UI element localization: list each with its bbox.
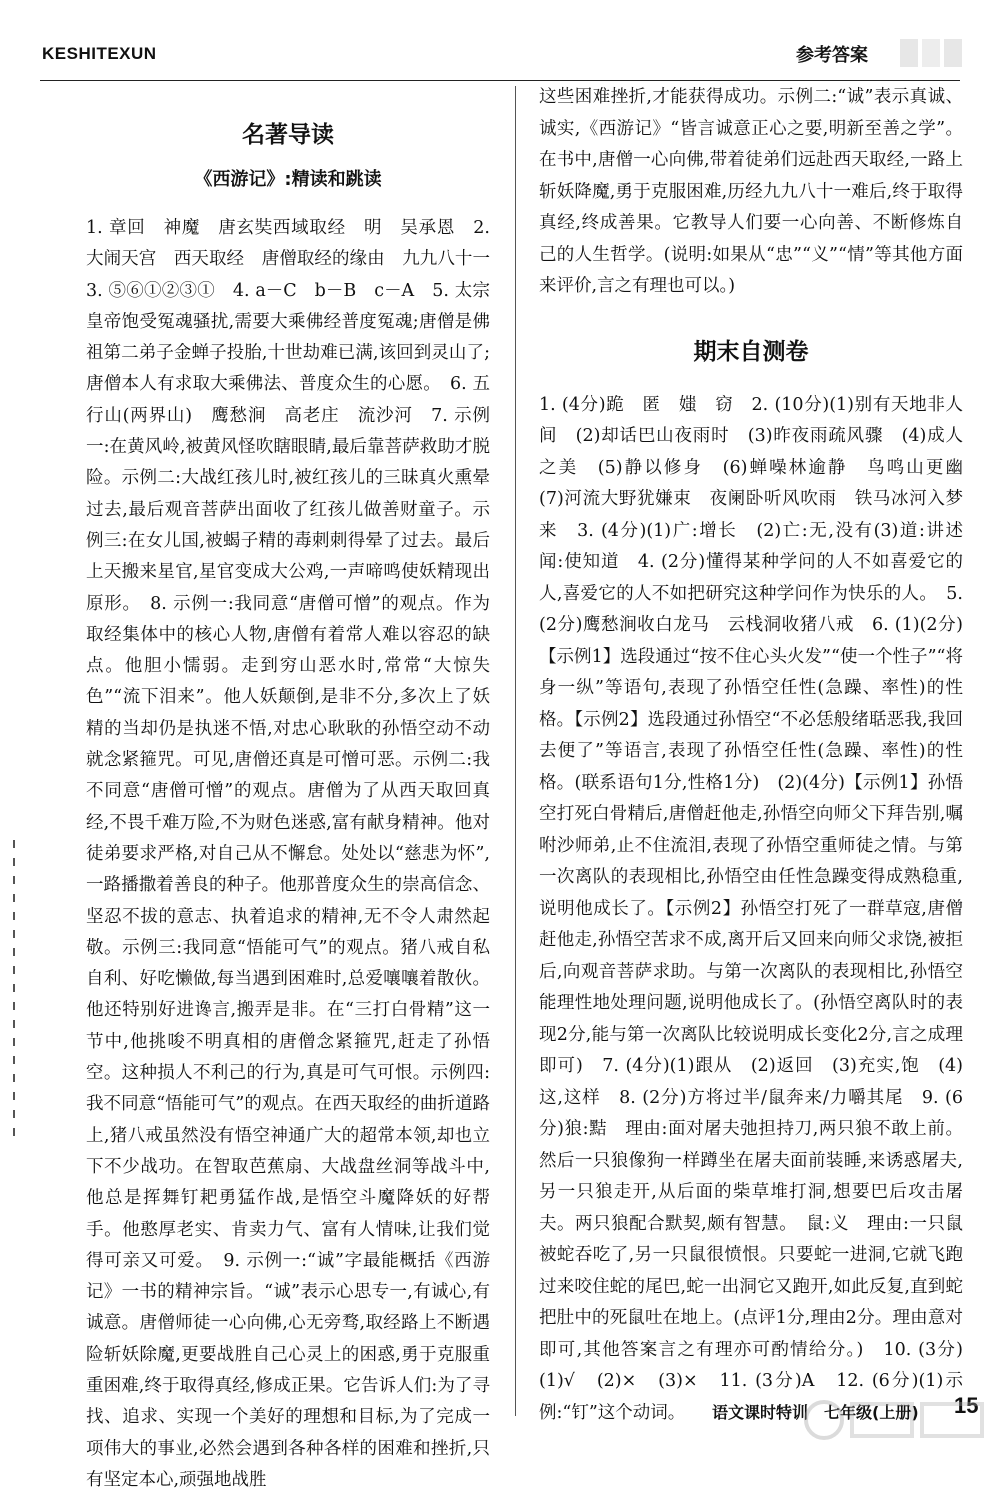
watermark-logo-icon xyxy=(800,1396,995,1444)
page-number: 15 xyxy=(954,1393,979,1418)
footer-book-title: 语文课时特训 七年级(上册) xyxy=(712,1403,919,1422)
column-divider xyxy=(515,86,516,1416)
header-series-name: KESHITEXUN xyxy=(42,44,157,63)
binding-margin-marks xyxy=(6,840,22,1140)
header-answer-key-label: 参考答案 xyxy=(796,45,868,66)
answers-continuation: 这些困难挫折,才能获得成功。示例二:“诚”表示真诚、诚实,《西游记》“皆言诚意正心之要,明新至善之学”。在书中,唐僧一心向佛,带着徒弟们远赴西天取经,一路上斩妖降魔,勇于克服困难,历经九九八十一难后,终于取得真经,终成善果。它教导人们要一心向善、不断修炼自己的人生哲学。(说明:如果从“忠”“义”“情”等其他方面来评价,言之有理也可以。) xyxy=(539,87,963,296)
left-column xyxy=(86,96,508,1496)
section-title-classics: 名著导读 xyxy=(242,122,334,148)
header-logo-mark-icon xyxy=(898,33,968,73)
subtitle-journey-west: 《西游记》:精读和跳读 xyxy=(194,169,382,190)
answers-final-test-body: 1. (4分)跪 匿 媸 窃 2. (10分)(1)别有天地非人间 (2)却话巴山夜雨时 (3)昨夜雨疏风骤 (4)成人之美 (5)静以修身 (6)蝉噪林逾静 鸟鸣山更幽 (7)河流大野犹嫌束 夜阑卧听风吹雨 铁马冰河入梦来 3. (4分)(1)广:增长 (2)亡:无,没有(3)道:讲述 闻:使知道 4. (2分)懂得某种学问的人不如喜爱它的人,喜爱它的人不如把研究这种学问作为快乐的人。 5. (2分)鹰愁涧收白龙马 云栈洞收猪八戒 6. (1)(2分)【示例1】选段通过“按不住心头火发”“使一个性子”“将身一纵”等语句,表现了孙悟空任性(急躁、率性)的性格。【示例2】选段通过孙悟空“不必恁般绪聒恶我,我回去便了”等语言,表现了孙悟空任性(急躁、率性)的性格。(联系语句1分,性格1分) (2)(4分)【示例1】孙悟空打死白骨精后,唐僧赶他走,孙悟空向师父下拜告别,嘱咐沙师弟,止不住流泪,表现了孙悟空重师徒之情。与第一次离队的表现相比,孙悟空由任性急躁变得成熟稳重,说明他成长了。【示例2】孙悟空打死了一群草寇,唐僧赶他走,孙悟空苦求不成,离开后又回来向师父求饶,被拒后,向观音菩萨求助。与第一次离队的表现相比,孙悟空能理性地处理问题,说明他成长了。(孙悟空离队时的表现2分,能与第一次离队比较说明成长变化2分,言之成理即可) 7. (4分)(1)跟从 (2)返回 (3)充实,饱 (4)这,这样 8. (2分)方将过半/鼠奔来/力嚼其尾 9. (6分)狼:黠 理由:面对屠夫弛担持刀,两只狼不敢上前。然后一只狼像狗一样蹲坐在屠夫面前装睡,来诱惑屠夫,另一只狼走开,从后面的柴草堆打洞,想要巴后攻击屠夫。两只狼配合默契,颇有智慧。 鼠:义 理由:一只鼠被蛇吞吃了,另一只鼠很愤恨。只要蛇一进洞,它就飞跑过来咬住蛇的尾巴,蛇一出洞它又跑开,如此反复,直到蛇把肚中的死鼠吐在地上。(点评1分,理由2分。理由意对即可,其他答案言之有理亦可酌情给分。) 10. (3分)(1)√ (2)× (3)× 11. (3分)A 12. (6分)(1)示例:“钉”这个动词。 xyxy=(539,394,981,1423)
header-rule xyxy=(40,80,960,81)
section-title-final-test: 期末自测卷 xyxy=(693,338,809,365)
answers-classics-body: 1. 章回 神魔 唐玄奘西域取经 明 吴承恩 2. 大闹天宫 西天取经 唐僧取经的缘由 九九八十一 3. ⑤⑥①②③① 4. a－C b－B c－A 5. 太宗皇帝饱受冤魂骚扰,需要大乘佛经普度冤魂;唐僧是佛祖第二弟子金蝉子投胎,十世劫难已满,该回到灵山了;唐僧本人有求取大乘佛法、普度众生的心愿。 6. 五行山(两界山) 鹰愁涧 高老庄 流沙河 7. 示例一:在黄风岭,被黄风怪吹瞎眼睛,最后靠菩萨救助才脱险。示例二:大战红孩儿时,被红孩儿的三昧真火熏晕过去,最后观音菩萨出面收了红孩儿做善财童子。示例三:在女儿国,被蝎子精的毒刺刺得晕了过去。最后上天搬来星官,星官变成大公鸡,一声啼鸣使妖精现出原形。 8. 示例一:我同意“唐僧可憎”的观点。作为取经集体中的核心人物,唐僧有着常人难以容忍的缺点。他胆小懦弱。走到穷山恶水时,常常“大惊失色”“流下泪来”。他人妖颠倒,是非不分,多次上了妖精的当却仍是执迷不悟,对忠心耿耿的孙悟空动不动就念紧箍咒。可见,唐僧还真是可憎可恶。示例二:我不同意“唐僧可憎”的观点。唐僧为了从西天取回真经,不畏千难万险,不为财色迷惑,富有献身精神。他对徒弟要求严格,对自己从不懈怠。处处以“慈悲为怀”,一路播撒着善良的种子。他那普度众生的崇高信念、坚忍不拔的意志、执着追求的精神,无不令人肃然起敬。示例三:我同意“悟能可气”的观点。猪八戒自私自利、好吃懒做,每当遇到困难时,总爱嚷嚷着散伙。他还特别好进谗言,搬弄是非。在“三打白骨精”这一节中,他挑唆不明真相的唐僧念紧箍咒,赶走了孙悟空。这种损人不利己的行为,真是可气可恨。示例四:我不同意“悟能可气”的观点。在西天取经的曲折道路上,猪八戒虽然没有悟空神通广大的超常本领,却也立下不少战功。在智取芭蕉扇、大战盘丝洞等战斗中,他总是挥舞钉耙勇猛作战,是悟空斗魔降妖的好帮手。他憨厚老实、肯卖力气、富有人情味,让我们觉得可亲又可爱。 9. 示例一:“诚”字最能概括《西游记》一书的精神宗旨。“诚”表示心思专一,有诚心,有诚意。唐僧师徒一心向佛,心无旁骛,取经路上不断遇险斩妖除魔,更要战胜自己心灵上的困惑,勇于克服重重困难,终于取得真经,修成正果。它告诉人们:为了寻找、追求、实现一个美好的理想和目标,为了完成一项伟大的事业,必然会遇到各种各样的困难和挫折,只有坚定本心,顽强地战胜 xyxy=(86,218,508,1490)
